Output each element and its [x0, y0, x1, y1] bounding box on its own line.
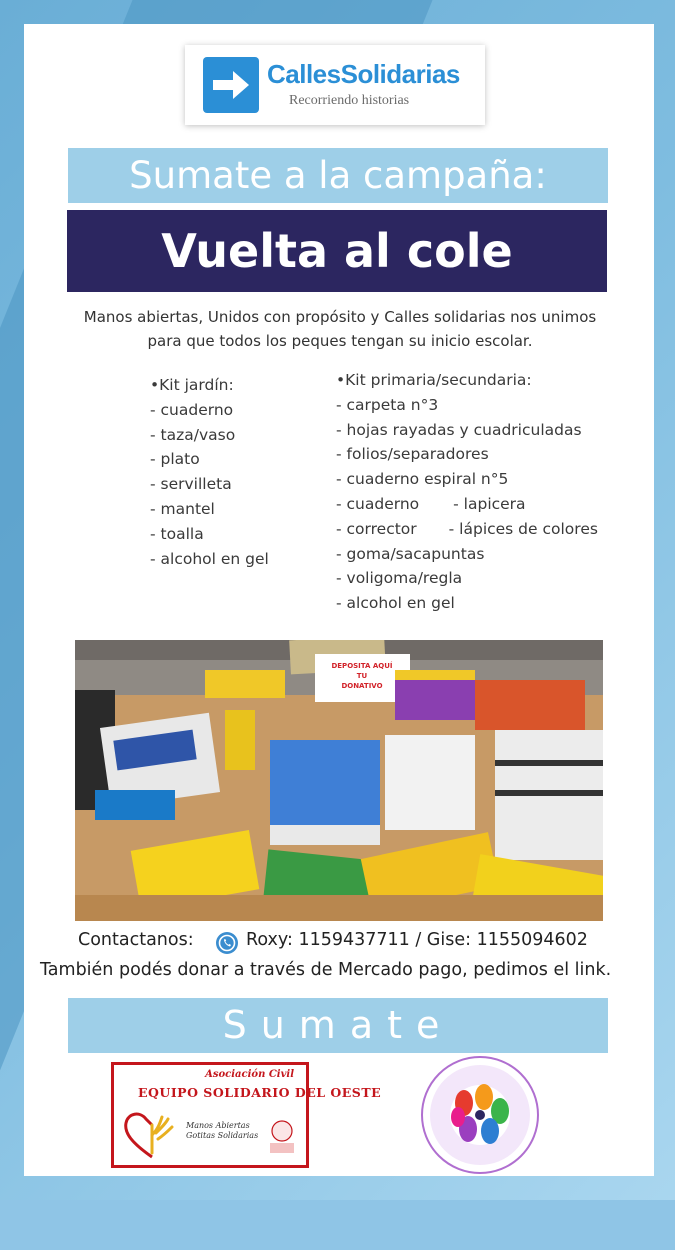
list-item: - goma/sacapuntas	[336, 544, 485, 563]
donation-text: También podés donar a través de Mercado pago, pedimos el link.	[40, 960, 612, 980]
intro-line: Manos abiertas, Unidos con propósito y Calles solidarias nos unimos	[83, 308, 597, 326]
kit-primaria-list	[336, 368, 598, 616]
list-item-extra: - lapicera	[453, 494, 526, 513]
eso-motto-line: Manos Abiertas	[186, 1121, 250, 1130]
kit-jardin-list	[150, 373, 269, 571]
sumate-banner: Sumate	[68, 998, 608, 1053]
list-item: - alcohol en gel	[150, 549, 269, 568]
kit-primaria-title: •Kit primaria/secundaria:	[336, 371, 532, 389]
svg-text:DONATIVO: DONATIVO	[341, 682, 383, 690]
list-item: - carpeta n°3	[336, 395, 439, 414]
gotitas-icon	[264, 1117, 300, 1157]
list-item: - servilleta	[150, 475, 232, 494]
list-item: - alcohol en gel	[336, 594, 455, 613]
list-item: - folios/separadores	[336, 445, 489, 464]
list-item	[336, 517, 598, 542]
svg-text:TU: TU	[356, 672, 368, 680]
eso-motto	[186, 1121, 258, 1141]
list-item: - plato	[150, 450, 200, 469]
heart-hand-icon	[122, 1105, 182, 1161]
list-item	[336, 492, 598, 517]
contact-label: Contactanos:	[78, 930, 194, 950]
intro-text	[40, 305, 640, 353]
list-item: - cuaderno	[150, 400, 234, 419]
svg-text:DEPOSITA AQUÍ: DEPOSITA AQUÍ	[331, 662, 393, 670]
intro-line: para que todos los peques tengan su inicio escolar.	[147, 332, 533, 350]
eso-subtitle: Asociación Civil	[205, 1069, 294, 1080]
list-item-text: - corrector	[336, 519, 417, 538]
headline-banner: Sumate a la campaña:	[68, 148, 608, 203]
school-supplies-photo	[75, 640, 603, 921]
list-item: - taza/vaso	[150, 425, 236, 444]
list-item-extra: - lápices de colores	[448, 519, 598, 538]
logo-tagline: Recorriendo historias	[289, 93, 410, 108]
list-item: - hojas rayadas y cuadriculadas	[336, 420, 582, 439]
list-item-text: - cuaderno	[336, 494, 420, 513]
list-item: - toalla	[150, 524, 204, 543]
kit-jardin-title: •Kit jardín:	[150, 376, 234, 394]
calles-solidarias-logo	[185, 45, 485, 125]
whatsapp-icon	[215, 931, 239, 955]
campaign-title: Vuelta al cole	[67, 210, 607, 292]
arrow-icon	[203, 57, 259, 113]
unidos-con-proposito-logo	[420, 1055, 540, 1175]
logo-name: CallesSolidarias	[267, 59, 460, 89]
list-item: - mantel	[150, 499, 215, 518]
list-item: - voligoma/regla	[336, 569, 463, 588]
list-item: - cuaderno espiral n°5	[336, 470, 509, 489]
contact-numbers: Roxy: 1159437711 / Gise: 1155094602	[246, 930, 588, 950]
eso-name: EQUIPO SOLIDARIO DEL OESTE	[138, 1085, 382, 1100]
eso-motto-line: Gotitas Solidarias	[186, 1131, 259, 1140]
equipo-solidario-logo	[111, 1062, 382, 1168]
